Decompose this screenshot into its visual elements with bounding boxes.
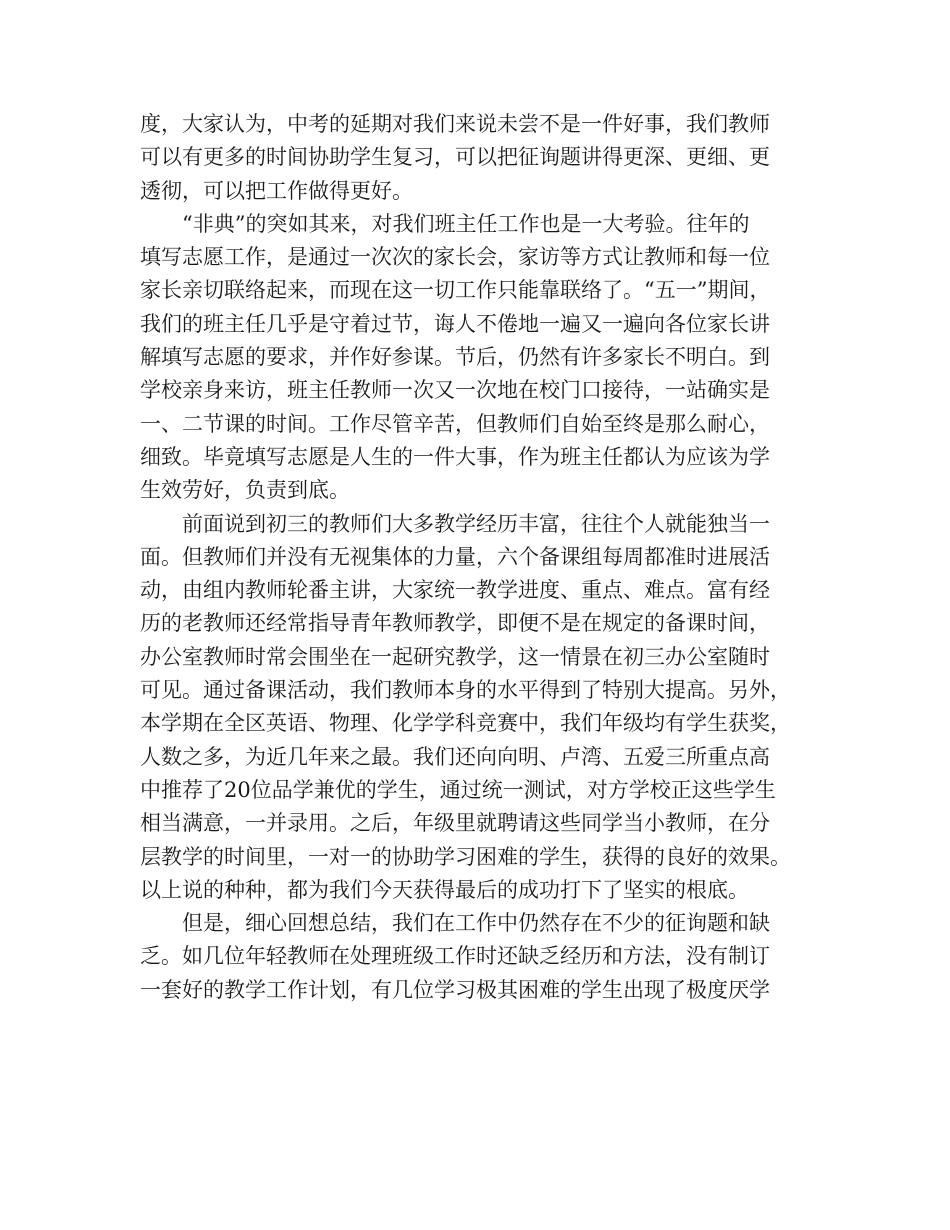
text-line: 中推荐了20位品学兼优的学生，通过统一测试，对方学校正这些学生: [140, 777, 776, 802]
text-line: 度，大家认为，中考的延期对我们来说未尝不是一件好事，我们教师: [140, 112, 770, 136]
text-line: 可见。通过备课活动，我们教师本身的水平得到了特别大提高。另外，: [140, 678, 791, 703]
text-line: 相当满意，一并录用。之后，年级里就聘请这些同学当小教师，在分: [140, 811, 770, 836]
text-line: 生效劳好，负责到底。: [140, 478, 350, 503]
text-line: 一、二节课的时间。工作尽管辛苦，但教师们自始至终是那么耐心，: [140, 411, 770, 436]
text-line: 人数之多，为近几年来之最。我们还向向明、卢湾、五爱三所重点高: [140, 744, 770, 769]
text-line: 以上说的种种，都为我们今天获得最后的成功打下了坚实的根底。: [140, 877, 749, 902]
paragraph-start-line: “非典”的突如其来，对我们班主任工作也是一大考验。往年的: [182, 211, 750, 236]
text-line: 动，由组内教师轮番主讲，大家统一教学进度、重点、难点。富有经: [140, 578, 770, 603]
text-line: 可以有更多的时间协助学生复习，可以把征询题讲得更深、更细、更: [140, 145, 770, 170]
text-line: 面。但教师们并没有无视集体的力量，六个备课组每周都准时进展活: [140, 544, 770, 569]
text-line: 历的老教师还经常指导青年教师教学，即便不是在规定的备课时间，: [140, 611, 770, 636]
paragraph-start-line: 前面说到初三的教师们大多教学经历丰富，往往个人就能独当一: [182, 511, 770, 536]
text-line: 透彻，可以把工作做得更好。: [140, 178, 413, 203]
text-line: 学校亲身来访，班主任教师一次又一次地在校门口接待，一站确实是: [140, 378, 770, 403]
document-body: [140, 108, 830, 1007]
text-line: 一套好的教学工作计划，有几位学习极其困难的学生出现了极度厌学: [140, 977, 770, 1002]
text-line: 填写志愿工作，是通过一次次的家长会，家访等方式让教师和每一位: [140, 245, 770, 270]
paragraph-start-line: 但是，细心回想总结，我们在工作中仍然存在不少的征询题和缺: [182, 911, 770, 936]
text-line: 层教学的时间里，一对一的协助学习困难的学生，获得的良好的效果。: [140, 844, 791, 869]
text-line: 本学期在全区英语、物理、化学学科竞赛中，我们年级均有学生获奖，: [140, 711, 791, 736]
text-line: 我们的班主任几乎是守着过节，诲人不倦地一遍又一遍向各位家长讲: [140, 311, 770, 336]
text-line: 乏。如几位年轻教师在处理班级工作时还缺乏经历和方法，没有制订: [140, 944, 770, 969]
text-line: 办公室教师时常会围坐在一起研究教学，这一情景在初三办公室随时: [140, 644, 770, 669]
text-line: 解填写志愿的要求，并作好参谋。节后，仍然有许多家长不明白。到: [140, 345, 770, 370]
text-line: 家长亲切联络起来，而现在这一切工作只能靠联络了。“五一”期间，: [140, 278, 771, 303]
text-line: 细致。毕竟填写志愿是人生的一件大事，作为班主任都认为应该为学: [140, 444, 770, 469]
